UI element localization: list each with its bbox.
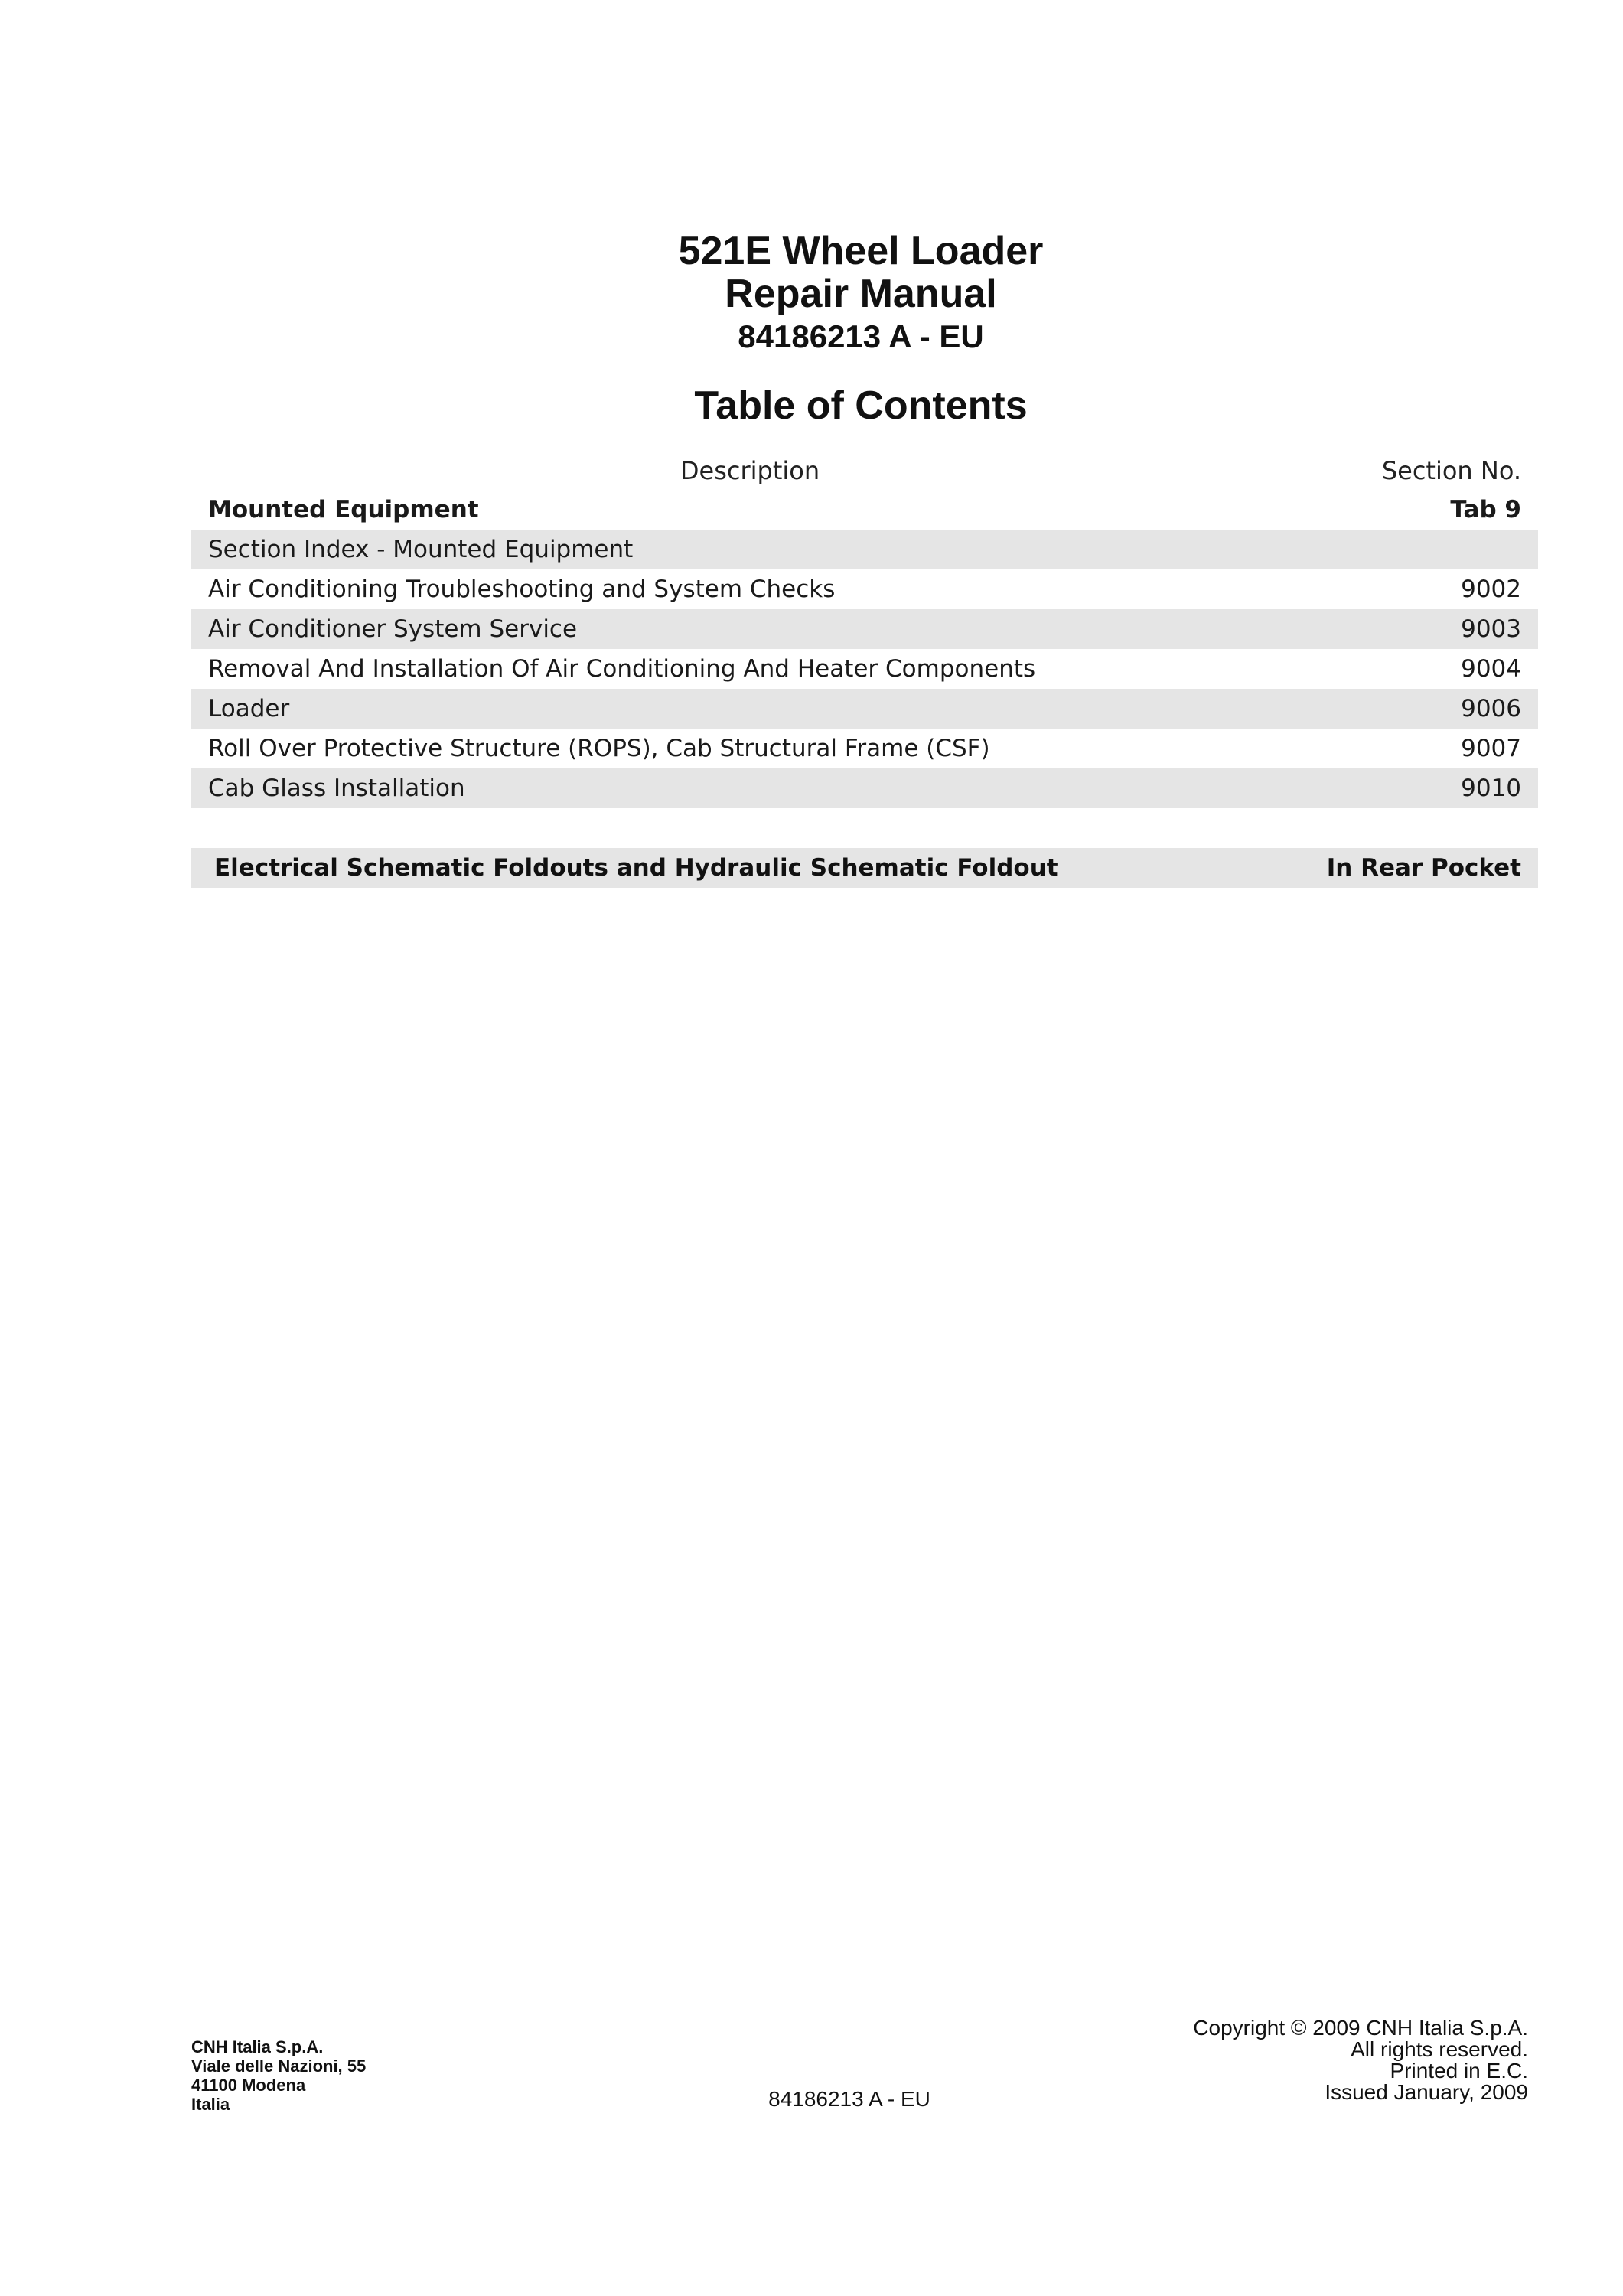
- toc-table: [191, 452, 1538, 888]
- copyright-line: Printed in E.C.: [1390, 2059, 1528, 2082]
- copyright-block: [1193, 2017, 1528, 2103]
- foldout-location: In Rear Pocket: [1326, 854, 1521, 882]
- address-line: Italia: [191, 2095, 230, 2114]
- toc-row-number: 9002: [1461, 576, 1521, 603]
- toc-group-row[interactable]: [191, 490, 1538, 530]
- toc-foldout-row[interactable]: [191, 848, 1538, 888]
- toc-row-number: 9010: [1461, 775, 1521, 802]
- section-number-header: Section No.: [1381, 456, 1521, 485]
- toc-row-label: Roll Over Protective Structure (ROPS), Cab Structural Frame (CSF): [208, 735, 990, 762]
- toc-row[interactable]: [191, 649, 1538, 689]
- toc-row-label: Air Conditioner System Service: [208, 615, 578, 643]
- toc-row-label: Loader: [208, 695, 290, 722]
- toc-group-value: Tab 9: [1450, 496, 1521, 523]
- toc-row-label: Removal And Installation Of Air Conditioning And Heater Components: [208, 655, 1036, 683]
- toc-row[interactable]: [191, 569, 1538, 609]
- toc-row-number: 9003: [1461, 615, 1521, 643]
- toc-column-headers: [191, 452, 1538, 490]
- toc-row-number: 9006: [1461, 695, 1521, 722]
- toc-row-number: 9004: [1461, 655, 1521, 683]
- copyright-line: Copyright © 2009 CNH Italia S.p.A.: [1193, 2016, 1528, 2040]
- address-line: Viale delle Nazioni, 55: [191, 2056, 367, 2076]
- description-header: Description: [680, 456, 820, 485]
- toc-row-label: Cab Glass Installation: [208, 775, 465, 802]
- document-title-block: [0, 230, 1623, 358]
- toc-row-label: Air Conditioning Troubleshooting and System Checks: [208, 576, 836, 603]
- toc-row[interactable]: [191, 689, 1538, 729]
- copyright-line: All rights reserved.: [1351, 2037, 1528, 2061]
- toc-group-label: Mounted Equipment: [208, 496, 479, 523]
- foldout-label: Electrical Schematic Foldouts and Hydraulic Schematic Foldout: [214, 854, 1058, 882]
- address-line: CNH Italia S.p.A.: [191, 2037, 324, 2056]
- footer-document-code: 84186213 A - EU: [768, 2087, 930, 2111]
- document-title: 521E Wheel Loader: [678, 229, 1044, 273]
- publisher-address: [191, 2037, 366, 2114]
- copyright-line: Issued January, 2009: [1325, 2080, 1528, 2104]
- toc-row[interactable]: [191, 768, 1538, 808]
- toc-row[interactable]: [191, 530, 1538, 569]
- toc-row-number: 9007: [1461, 735, 1521, 762]
- toc-row[interactable]: [191, 729, 1538, 768]
- toc-title: Table of Contents: [694, 383, 1028, 428]
- toc-row-label: Section Index - Mounted Equipment: [208, 536, 634, 563]
- document-subtitle: Repair Manual: [725, 272, 997, 316]
- toc-row[interactable]: [191, 609, 1538, 649]
- document-code: 84186213 A - EU: [738, 318, 984, 354]
- address-line: 41100 Modena: [191, 2076, 306, 2095]
